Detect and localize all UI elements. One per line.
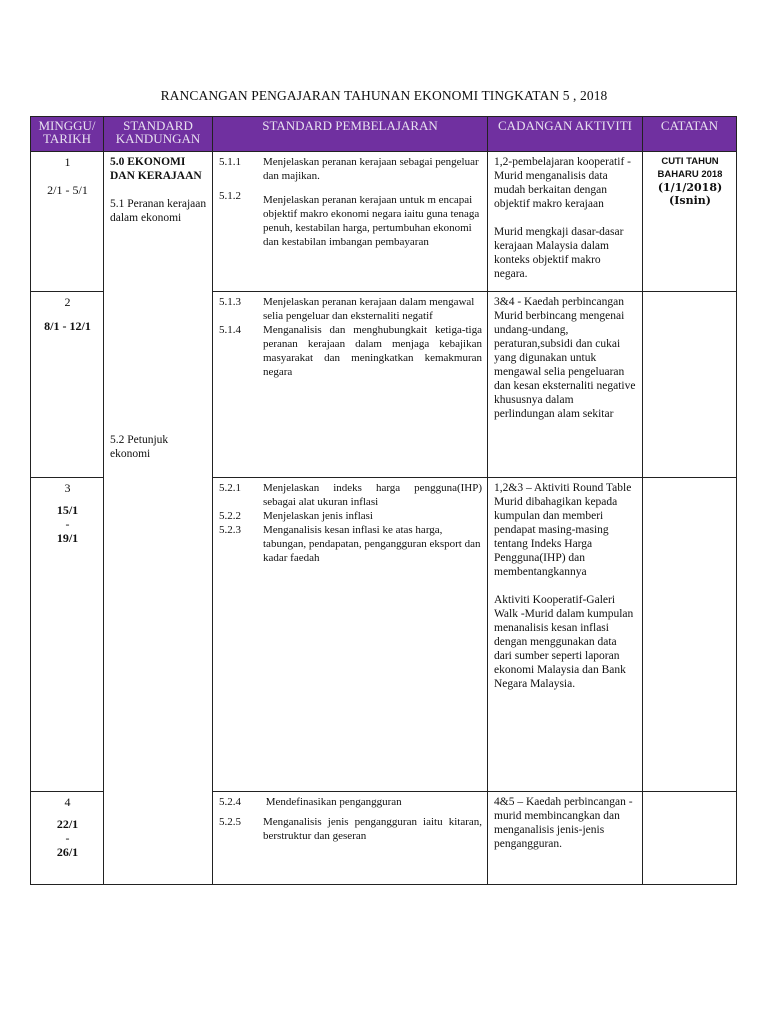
- standard-pembelajaran-cell: [213, 792, 488, 885]
- standard-kandungan-cell: [104, 152, 213, 885]
- date-separator: -: [65, 831, 70, 845]
- activity-cell: [488, 152, 643, 292]
- sp-code: 5.1.4: [219, 324, 241, 336]
- sp-item: [219, 795, 482, 809]
- week-date: 2/1 - 5/1: [47, 183, 88, 197]
- week-number: 2: [64, 295, 71, 309]
- sp-item: [219, 189, 482, 249]
- notes-cell: [643, 152, 737, 292]
- sp-text: Menjelaskan jenis inflasi: [263, 510, 373, 522]
- sp-item: [219, 815, 482, 843]
- sp-code: 5.2.3: [219, 524, 241, 536]
- sp-item: [219, 323, 482, 379]
- sp-item: [219, 155, 482, 183]
- activity-text: 4&5 – Kaedah perbincangan -murid membincangkan dan menganalisis jenis-jenis pengangguran.: [494, 796, 633, 850]
- header-notes: CATATAN: [643, 117, 737, 152]
- standard-pembelajaran-cell: [213, 292, 488, 478]
- sp-item: [219, 509, 482, 523]
- sp-item: [219, 523, 482, 565]
- table-row: [31, 152, 737, 292]
- activity-text: 3&4 - Kaedah perbincangan Murid berbincang mengenai undang-undang, peraturan,subsidi dan cukai yang digunakan untuk mengawal selia pengeluaran dan kesan eksternaliti negative khususnya dalam perlindungan alam sekitar: [494, 296, 636, 420]
- week-number: 4: [64, 795, 71, 809]
- header-activity: CADANGAN AKTIVITI: [488, 117, 643, 152]
- holiday-date: (1/1/2018): [657, 181, 723, 194]
- week-date: 8/1 - 12/1: [44, 319, 91, 333]
- holiday-day: (Isnin): [669, 194, 711, 207]
- week-cell: [31, 792, 104, 885]
- activity-cell: [488, 792, 643, 885]
- holiday-note: CUTI TAHUN BAHARU 2018: [657, 156, 723, 180]
- week-date: 15/1: [56, 503, 79, 517]
- sk-title: 5.0 EKONOMI DAN KERAJAAN: [110, 156, 202, 182]
- week-cell: [31, 292, 104, 478]
- activity-text: Murid mengkaji dasar-dasar kerajaan Malaysia dalam konteks objektif makro negara.: [494, 226, 624, 280]
- standard-pembelajaran-cell: [213, 152, 488, 292]
- activity-text: 1,2&3 – Aktiviti Round Table Murid dibahagikan kepada kumpulan dan memberi pendapat masing-masing tentang Indeks Harga Pengguna(IHP) dan membentangkannya: [494, 482, 632, 578]
- sp-code: 5.1.2: [219, 190, 241, 202]
- week-cell: [31, 152, 104, 292]
- header-week: MINGGU/ TARIKH: [31, 117, 104, 152]
- sp-code: 5.1.1: [219, 156, 241, 168]
- activity-text: 1,2-pembelajaran kooperatif -Murid menganalisis data mudah berkaitan dengan objektif makro kerajaan: [494, 156, 631, 210]
- activity-cell: [488, 292, 643, 478]
- week-cell: [31, 478, 104, 792]
- week-date: 22/1: [56, 817, 79, 831]
- page-title: RANCANGAN PENGAJARAN TAHUNAN EKONOMI TINGKATAN 5 , 2018: [160, 88, 608, 103]
- sp-code: 5.2.1: [219, 482, 241, 494]
- header-standard-kandungan: STANDARD KANDUNGAN: [104, 117, 213, 152]
- sp-code: 5.1.3: [219, 296, 241, 308]
- week-number: 3: [64, 481, 71, 495]
- week-number: 1: [64, 155, 71, 169]
- standard-pembelajaran-cell: [213, 478, 488, 792]
- lesson-plan-table: [30, 116, 737, 885]
- sp-text: Menganalisis kesan inflasi ke atas harga, tabungan, pendapatan, pengangguran eksport dan kadar faedah: [263, 524, 481, 564]
- week-date: 26/1: [56, 845, 79, 859]
- sp-text: Menjelaskan indeks harga pengguna(IHP) sebagai alat ukuran inflasi: [263, 482, 482, 508]
- activity-cell: [488, 478, 643, 792]
- sp-code: 5.2.2: [219, 510, 241, 522]
- sp-text: Menganalisis dan menghubungkait ketiga-tiga peranan kerajaan dalam menjaga kebajikan masyarakat dan meningkatkan kemakmuran negara: [263, 324, 482, 378]
- table-header-row: [31, 117, 737, 152]
- date-separator: -: [65, 517, 70, 531]
- header-standard-pembelajaran: STANDARD PEMBELAJARAN: [213, 117, 488, 152]
- week-date: 19/1: [56, 531, 79, 545]
- sp-text: Mendefinasikan pengangguran: [263, 796, 402, 808]
- sp-code: 5.2.4: [219, 796, 241, 808]
- notes-cell: [643, 292, 737, 478]
- sp-code: 5.2.5: [219, 816, 241, 828]
- activity-text: Aktiviti Kooperatif-Galeri Walk -Murid dalam kumpulan menanalisis kesan inflasi dengan menggunakan data dari sumber seperti laporan ekonomi Malaysia dan Bank Negara Malaysia.: [494, 594, 634, 690]
- notes-cell: [643, 792, 737, 885]
- notes-cell: [643, 478, 737, 792]
- sp-text: Menganalisis jenis pengangguran iaitu kitaran, berstruktur dan geseran: [263, 816, 482, 842]
- sp-text: Menjelaskan peranan kerajaan untuk m encapai objektif makro ekonomi negara iaitu guna tenaga penuh, kestabilan harga, pertumbuhan ekonomi dan kestabilan imbangan pembayaran: [263, 194, 480, 248]
- sp-item: [219, 295, 482, 323]
- sp-item: [219, 481, 482, 509]
- sk-subtitle: 5.1 Peranan kerajaan dalam ekonomi: [110, 198, 207, 224]
- sk-subtitle: 5.2 Petunjuk ekonomi: [110, 434, 169, 460]
- sp-text: Menjelaskan peranan kerajaan dalam mengawal selia pengeluar dan eksternaliti negatif: [263, 296, 475, 322]
- sp-text: Menjelaskan peranan kerajaan sebagai pengeluar dan majikan.: [263, 156, 479, 182]
